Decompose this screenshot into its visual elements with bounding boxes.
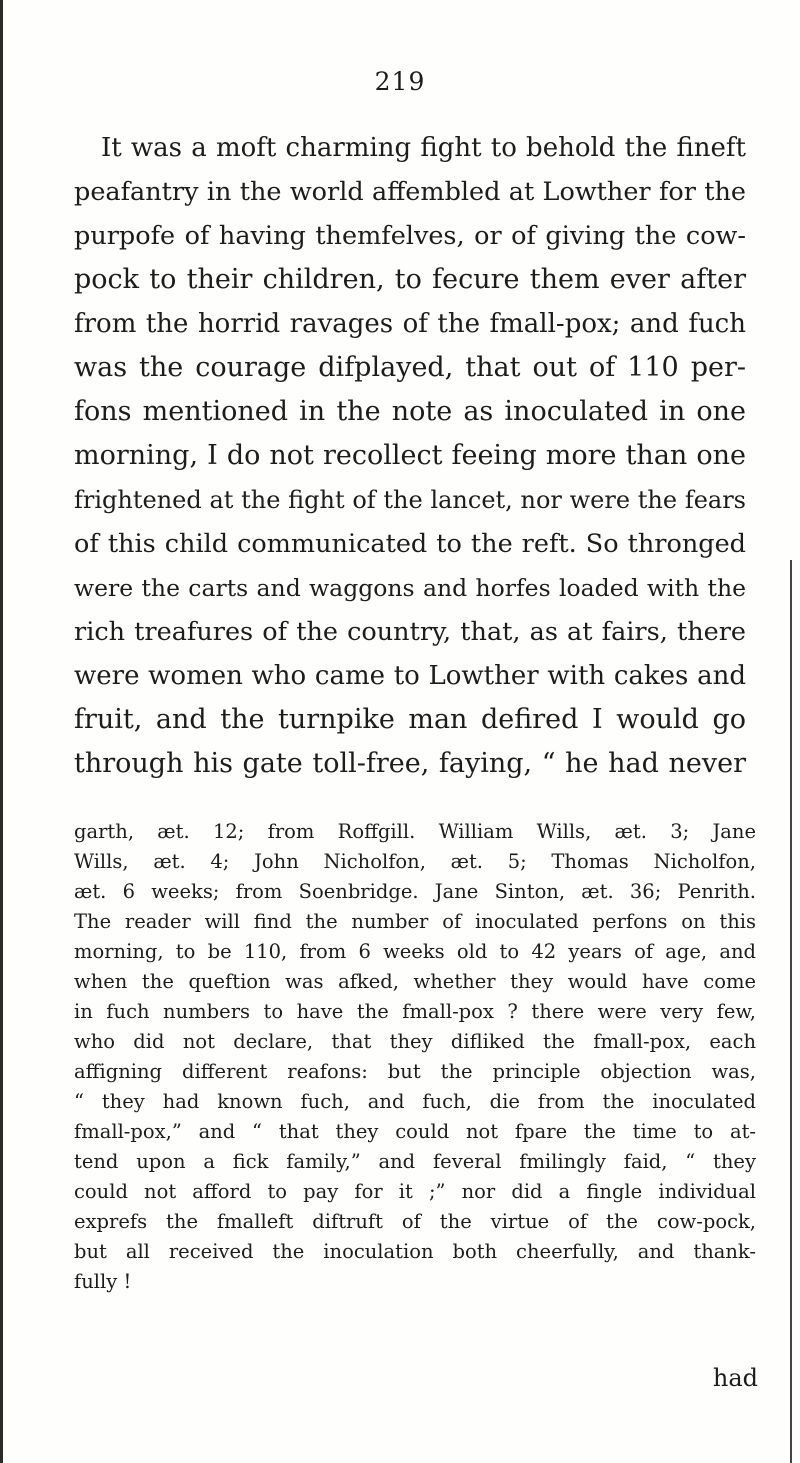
footnote-line: The reader will find the number of inoculated perfons on this: [74, 910, 756, 933]
footnote-line: who did not declare, that they difliked the fmall-pox, each: [74, 1030, 756, 1053]
main-text-line: It was a moft charming fight to behold the fineft: [101, 133, 746, 163]
footnote-line: fully !: [74, 1270, 132, 1293]
footnote-line: but all received the inoculation both cheerfully, and thank-: [74, 1240, 756, 1263]
footnote-line: exprefs the fmalleft diftruft of the virtue of the cow-pock,: [74, 1210, 756, 1233]
catchword: had: [712, 1364, 758, 1392]
main-text-line: were women who came to Lowther with cakes and: [74, 661, 746, 691]
main-text-line: of this child communicated to the reft. So thronged: [74, 529, 746, 559]
main-text-line: from the horrid ravages of the fmall-pox; and fuch: [74, 309, 746, 339]
main-text-line: rich treafures of the country, that, as at fairs, there: [74, 617, 746, 647]
footnote-line: “ they had known fuch, and fuch, die from the inoculated: [74, 1090, 756, 1113]
footnote-line: could not afford to pay for it ;” nor did a fingle individual: [74, 1180, 756, 1203]
main-text-line: fons mentioned in the note as inoculated in one: [74, 396, 746, 427]
footnote-line: morning, to be 110, from 6 weeks old to 42 years of age, and: [74, 940, 756, 963]
page-edge-left: [0, 0, 3, 1463]
main-text-line: frightened at the fight of the lancet, nor were the fears: [74, 486, 746, 514]
footnote-line: when the queftion was afked, whether they would have come: [74, 970, 756, 993]
main-text-line: morning, I do not recollect feeing more than one: [74, 440, 746, 471]
footnote-line: Wills, æt. 4; John Nicholfon, æt. 5; Thomas Nicholfon,: [74, 850, 756, 873]
main-text-line: fruit, and the turnpike man defired I would go: [74, 704, 746, 735]
page-number: 219: [374, 67, 426, 96]
main-text-line: were the carts and waggons and horfes loaded with the: [74, 574, 746, 602]
main-text-line: pock to their children, to fecure them ever after: [74, 264, 746, 295]
main-text-line: purpofe of having themfelves, or of giving the cow-: [74, 221, 746, 251]
footnote-line: tend upon a fick family,” and feveral fmilingly faid, “ they: [74, 1150, 756, 1173]
main-text-line: through his gate toll-free, faying, “ he had never: [74, 748, 746, 779]
footnote-line: affigning different reafons: but the principle objection was,: [74, 1060, 756, 1083]
footnote-line: in fuch numbers to have the fmall-pox ? there were very few,: [74, 1000, 756, 1023]
footnote-line: æt. 6 weeks; from Soenbridge. Jane Sinton, æt. 36; Penrith.: [74, 880, 756, 903]
footnote-line: fmall-pox,” and “ that they could not fpare the time to at-: [74, 1120, 756, 1143]
page-edge-right: [790, 560, 792, 1463]
main-text-line: was the courage difplayed, that out of 110 per-: [74, 352, 746, 383]
main-text-line: peafantry in the world affembled at Lowther for the: [74, 177, 746, 207]
footnote-line: garth, æt. 12; from Roffgill. William Wills, æt. 3; Jane: [74, 820, 756, 843]
